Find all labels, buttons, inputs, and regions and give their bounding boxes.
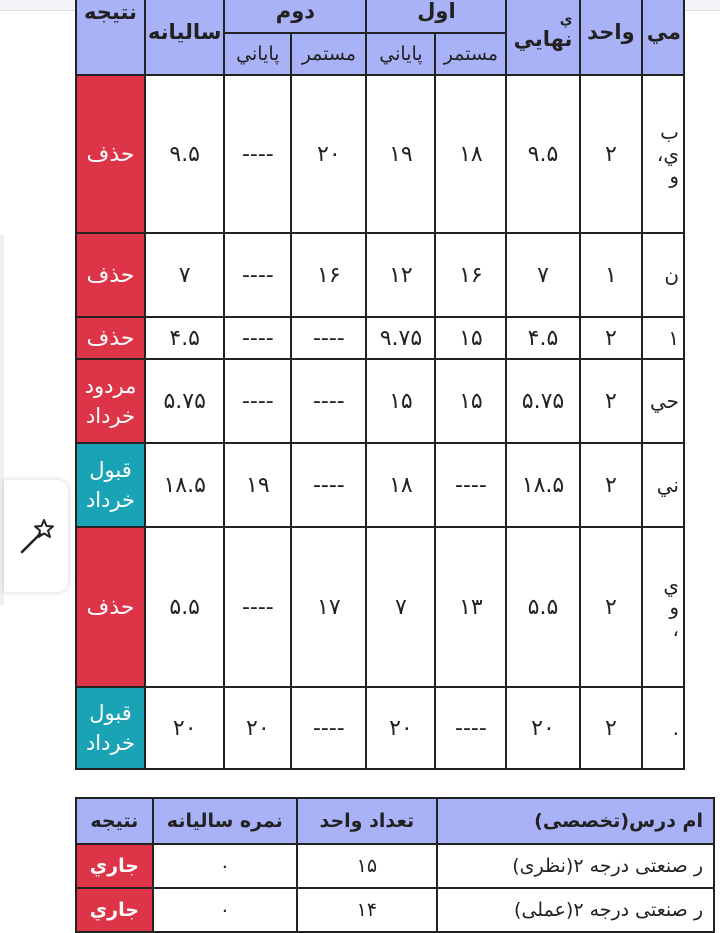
- final-mark-cell: ۵.۷۵: [506, 359, 579, 443]
- term2-continuous-cell: ----: [291, 443, 366, 527]
- term1-final-cell: ۱۹: [366, 75, 435, 233]
- header-result: نتيجه: [76, 0, 145, 75]
- result-badge: حذف: [76, 233, 145, 317]
- term1-continuous-cell: ----: [435, 687, 506, 769]
- result-badge: حذف: [76, 527, 145, 687]
- unit-cell: ۲: [580, 317, 643, 359]
- summary-units-cell: ۱۵: [297, 844, 437, 888]
- annual-mark-cell: ۵.۷۵: [145, 359, 224, 443]
- summary-header-units: تعداد واحد: [297, 798, 437, 844]
- unit-cell: ۲: [580, 527, 643, 687]
- term2-continuous-cell: ----: [291, 687, 366, 769]
- annual-mark-cell: ۷: [145, 233, 224, 317]
- annual-mark-cell: ۹.۵: [145, 75, 224, 233]
- grade-row: [76, 359, 684, 443]
- result-badge: مردود خرداد: [76, 359, 145, 443]
- result-badge: حذف: [76, 317, 145, 359]
- grades-table-viewport[interactable]: [75, 0, 681, 780]
- final-mark-cell: ۱۸.۵: [506, 443, 579, 527]
- term1-final-cell: ۱۸: [366, 443, 435, 527]
- annual-mark-cell: ۲۰: [145, 687, 224, 769]
- unit-cell: ۲: [580, 359, 643, 443]
- unit-cell: ۲: [580, 687, 643, 769]
- result-badge: حذف: [76, 75, 145, 233]
- summary-header-annual: نمره ساليانه: [153, 798, 297, 844]
- header-final-mark: ي: [559, 12, 573, 28]
- term1-continuous-cell: ۱۵: [435, 359, 506, 443]
- grade-row: [76, 527, 684, 687]
- term1-continuous-cell: ----: [435, 443, 506, 527]
- summary-annual-cell: ۰: [153, 844, 297, 888]
- term2-final-cell: ----: [224, 359, 291, 443]
- course-name-cell: ب ي، و: [642, 75, 684, 233]
- final-mark-cell: ۴.۵: [506, 317, 579, 359]
- magic-wand-icon: [14, 514, 58, 558]
- final-mark-cell: ۷: [506, 233, 579, 317]
- header-annual: ساليانه: [145, 0, 224, 75]
- unit-cell: ۱: [580, 233, 643, 317]
- header-final-label: نهايي: [513, 27, 573, 51]
- summary-header-result: نتيجه: [76, 798, 153, 844]
- term1-final-cell: ۹.۷۵: [366, 317, 435, 359]
- term2-final-cell: ----: [224, 317, 291, 359]
- grade-row: [76, 233, 684, 317]
- course-name-cell: ي و ،: [642, 527, 684, 687]
- summary-course-cell: ر صنعتی درجه ۲(عملی): [437, 888, 714, 932]
- course-name-cell: .: [642, 687, 684, 769]
- term2-continuous-cell: ۲۰: [291, 75, 366, 233]
- header-term2-final-exam: پاياني: [224, 33, 291, 75]
- final-mark-cell: ۲۰: [506, 687, 579, 769]
- term1-final-cell: ۱۲: [366, 233, 435, 317]
- header-term2: دوم: [224, 0, 366, 33]
- grade-row: [76, 443, 684, 527]
- term1-continuous-cell: ۱۳: [435, 527, 506, 687]
- magic-wand-button[interactable]: [4, 480, 68, 592]
- term2-final-cell: ----: [224, 527, 291, 687]
- summary-course-cell: ر صنعتی درجه ۲(نظری): [437, 844, 714, 888]
- course-name-cell: ۱: [642, 317, 684, 359]
- term2-continuous-cell: ۱۶: [291, 233, 366, 317]
- unit-cell: ۲: [580, 75, 643, 233]
- term1-final-cell: ۲۰: [366, 687, 435, 769]
- term1-continuous-cell: ۱۶: [435, 233, 506, 317]
- unit-cell: ۲: [580, 443, 643, 527]
- annual-mark-cell: ۱۸.۵: [145, 443, 224, 527]
- term2-final-cell: ----: [224, 233, 291, 317]
- summary-units-cell: ۱۴: [297, 888, 437, 932]
- summary-result-badge: جاري: [76, 888, 153, 932]
- term2-final-cell: ----: [224, 75, 291, 233]
- header-course: مي: [642, 0, 684, 75]
- summary-row: [76, 888, 714, 932]
- term2-continuous-cell: ----: [291, 317, 366, 359]
- header-term2-continuous: مستمر: [291, 33, 366, 75]
- summary-header-course: ام درس(تخصصی): [437, 798, 714, 844]
- annual-mark-cell: ۴.۵: [145, 317, 224, 359]
- header-term1-continuous: مستمر: [435, 33, 506, 75]
- term1-final-cell: ۷: [366, 527, 435, 687]
- term2-final-cell: ۲۰: [224, 687, 291, 769]
- course-name-cell: حي: [642, 359, 684, 443]
- grade-row: [76, 687, 684, 769]
- term1-continuous-cell: ۱۵: [435, 317, 506, 359]
- term2-final-cell: ۱۹: [224, 443, 291, 527]
- final-mark-cell: ۹.۵: [506, 75, 579, 233]
- course-name-cell: ن: [642, 233, 684, 317]
- grade-row: [76, 75, 684, 233]
- grades-table: [75, 0, 685, 770]
- summary-row: [76, 844, 714, 888]
- summary-table: [75, 797, 715, 933]
- final-mark-cell: ۵.۵: [506, 527, 579, 687]
- summary-annual-cell: ۰: [153, 888, 297, 932]
- result-badge: قبول خرداد: [76, 443, 145, 527]
- grade-row: [76, 317, 684, 359]
- term2-continuous-cell: ----: [291, 359, 366, 443]
- summary-result-badge: جاري: [76, 844, 153, 888]
- term2-continuous-cell: ۱۷: [291, 527, 366, 687]
- result-badge: قبول خرداد: [76, 687, 145, 769]
- header-final: [506, 0, 579, 75]
- annual-mark-cell: ۵.۵: [145, 527, 224, 687]
- summary-table-viewport[interactable]: [75, 797, 703, 927]
- header-unit: واحد: [580, 0, 643, 75]
- course-name-cell: ني: [642, 443, 684, 527]
- header-term1: اول: [366, 0, 506, 33]
- term1-continuous-cell: ۱۸: [435, 75, 506, 233]
- header-term1-final-exam: پاياني: [366, 33, 435, 75]
- term1-final-cell: ۱۵: [366, 359, 435, 443]
